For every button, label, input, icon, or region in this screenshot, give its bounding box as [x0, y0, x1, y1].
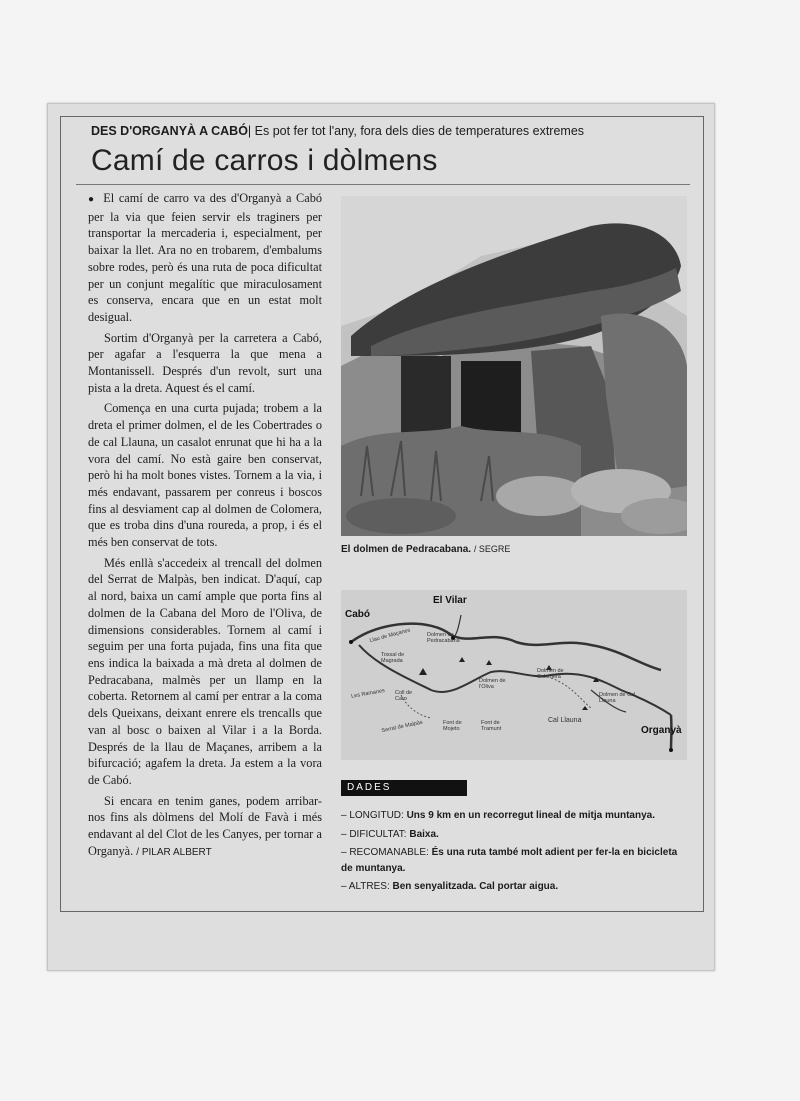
article-body [88, 190, 322, 865]
route-map [341, 590, 687, 760]
newspaper-clipping [47, 103, 715, 971]
map-label-font-mojeto: Font de Mojeto [443, 720, 462, 732]
dades-value: Baixa. [409, 828, 439, 840]
map-label-cal-llauna: Cal Llauna [548, 717, 582, 724]
dades-row-dificultat [341, 827, 687, 843]
dades-row-longitud [341, 808, 687, 824]
map-label-oliva: Dolmen de l'Oliva [479, 678, 506, 690]
byline: / PILAR ALBERT [136, 846, 212, 858]
dades-label: – LONGITUD: [341, 810, 404, 821]
photo-credit: / SEGRE [473, 544, 511, 554]
dades-row-altres [341, 879, 687, 895]
paragraph-2: Sortim d'Organyà per la carretera a Cabó, per agafar a l'esquerra la que mena a Montanissell. Després d'un revolt, surt una pista a la dreta. Aquest és el camí. [88, 330, 322, 395]
map-label-pedracabana: Dolmen de Pedracabana [427, 632, 460, 644]
bullet-icon: ● [88, 194, 96, 205]
title-rule [76, 184, 690, 185]
map-label-llau: Llau de Maçanes [369, 627, 412, 645]
map-label-ramanes: Les Ramanes [350, 687, 386, 700]
dades-label: – RECOMANABLE: [341, 847, 429, 858]
dades-value: Ben senyalitzada. Cal portar aigua. [392, 881, 559, 892]
map-label-vilar: El Vilar [433, 595, 467, 606]
caption-text: El dolmen de Pedracabana. [341, 544, 472, 555]
map-label-tossal: Tossal de Magrada [381, 652, 405, 664]
photo-caption [341, 544, 687, 555]
kicker-subtitle: | Es pot fer tot l'any, fora dels dies de temperatures extremes [247, 124, 585, 138]
map-label-dolmen-llauna: Dolmen de Cal Llauna [599, 692, 636, 704]
map-label-font-tramunt: Font de Tramunt [481, 720, 502, 732]
kicker [91, 124, 691, 138]
dolmen-image [341, 196, 687, 536]
paragraph-1: ● El camí de carro va des d'Organyà a Cabó per la via que feien servir els traginers per transportar la mercaderia i, especialment, per baixar la llet. Ara no en trobarem, d'embalums sobre rodes, però és una ruta de poca dificultat per un conjunt megalític que miraculosament es conserva, encara que en un estat molt desigual. [88, 191, 323, 324]
article-title: Camí de carros i dòlmens [91, 144, 438, 177]
dolmen-photo [341, 196, 687, 536]
map-label-coll: Coll de Caro [395, 690, 413, 702]
dades-label: – ALTRES: [341, 881, 390, 892]
dades-value: És una ruta també molt adient per fer-la en bicicleta de muntanya. [341, 847, 678, 874]
dades-value: Uns 9 km en un recorregut lineal de mitja muntanya. [406, 810, 655, 821]
map-label-cabo: Cabó [345, 609, 370, 620]
paragraph-4: Més enllà s'accedeix al trencall del dolmen del Serrat de Malpàs, ben indicat. D'aquí, cap al nord, baixa un camí ample que porta fins al dolmen de la Cabana del Moro de l'Oliva, de dimensions considerables. Tornem al camí i seguim per una forta pujada, fins una fita que ens indica la baixada a mà dreta al dolmen de Pedracabana, malmès per un llamp en la coberta. Retornem al camí per entrar a la coma dels Queixans, deixant enrere els trencalls que van al bosc o baixen al Vilar i a la Borda. Després de la llau de Maçanes, arribem a la bifurcació; agafem la dreta. Ja estem a la vora de Cabó. [88, 555, 322, 787]
map-label-serrat: Serrat de Malpàs [381, 719, 424, 735]
dades-heading: DADES [341, 780, 467, 796]
dades-list [341, 808, 687, 898]
paragraph-3: Comença en una curta pujada; trobem a la dreta el primer dolmen, el de les Cobertrades o de cal Llauna, un casalot enrunat que hi ha a la vora del camí. No està gaire ben conservat, però hi ha molt bones vistes. Tornem a la via, i més endavant, passarem per conreus i boscos fins al desviament cap al dolmen de Colomera, que es troba dins d'una roureda, a prop, i és el més ben conservat de tots. [88, 401, 322, 550]
dades-row-recomanable [341, 845, 687, 876]
map-lines [341, 590, 687, 760]
dades-label: – DIFICULTAT: [341, 828, 407, 840]
map-label-organya: Organyà [641, 725, 682, 736]
paragraph-5: Si encara en tenim ganes, podem arribar-nos fins als dòlmens del Molí de Favà i més endavant al del Clot de les Canyes, per tornar a Organyà. / PILAR ALBERT [88, 793, 322, 858]
map-label-colomera: Dolmen de Colomera [537, 668, 564, 680]
kicker-route: DES D'ORGANYÀ A CABÓ [91, 124, 248, 138]
